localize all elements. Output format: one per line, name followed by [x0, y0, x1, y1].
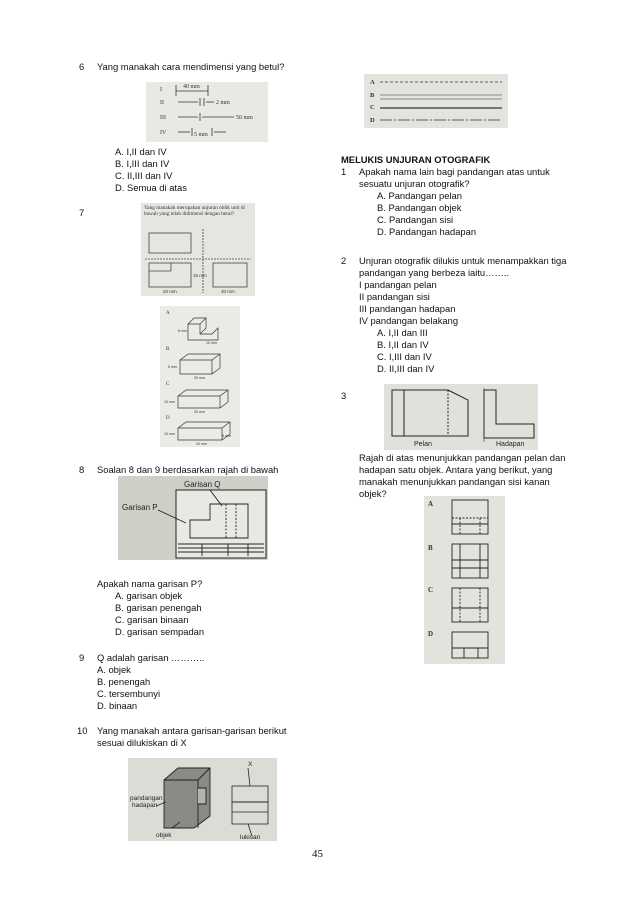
q7-figure-text: Yang manakah merupakan unjuran oblik unit di bawah yang telah didimensi dengan betul? [144, 205, 245, 217]
q6-fig-row-4: IV [160, 130, 167, 136]
q8-text: Soalan 8 dan 9 berdasarkan rajah di bawah [97, 464, 279, 475]
q9-number: 9 [79, 652, 85, 663]
lines-label-b: B [370, 92, 375, 99]
q7-option-b-label: B [166, 347, 170, 352]
q8-label-q: Garisan Q [184, 480, 221, 489]
q9-option-a: A. objek [97, 664, 131, 675]
r-q3-fig-hadapan: Hadapan [496, 441, 525, 448]
r-q3-option-c-label: C [428, 586, 434, 594]
r-q2-line-1: Unjuran otografik dilukis untuk menampakkan tiga [359, 255, 567, 266]
q6-text: Yang manakah cara mendimensi yang betul? [97, 61, 285, 72]
r-q2-option-a: A. I,II dan III [377, 327, 428, 338]
q8-question: Apakah nama garisan P? [97, 578, 203, 589]
r-q2-line-2: pandangan yang berbeza iaitu…….. [359, 267, 510, 278]
q7-d-dim-1: 15 mm [164, 432, 175, 436]
r-q1-line-2: sesuatu unjuran otografik? [359, 178, 470, 189]
r-q1-line-1: Apakah nama lain bagi pandangan atas untuk [359, 166, 550, 177]
r-q2-option-c: C. I,III dan IV [377, 351, 432, 362]
q9-text: Q adalah garisan ……….. [97, 652, 205, 663]
r-q3-fig-pelan: Pelan [414, 441, 432, 448]
q10-number: 10 [77, 725, 88, 736]
q6-fig-row-2: II [160, 100, 164, 106]
q10-fig-x: X [248, 761, 253, 768]
lines-figure [364, 74, 508, 128]
page-number: 45 [312, 848, 323, 860]
r-q2-number: 2 [341, 255, 347, 266]
q10-fig-lukisan: lukisan [240, 834, 261, 841]
r-q3-line-2: hadapan satu objek. Antara yang berikut, yang [359, 464, 553, 475]
q7-c-dim-1: 15 mm [164, 400, 175, 404]
q6-fig-row-3: III [160, 115, 166, 121]
q7-a-dim-2: 10 mm [206, 341, 217, 345]
q7-b-dim-2: 20 mm [194, 376, 205, 380]
q10-line-2: sesuai dilukiskan di X [97, 737, 187, 748]
q7-d-dim-2: 8 mm [222, 434, 231, 438]
q6-fig-dim-1: 40 mm [183, 84, 200, 90]
q7-number: 7 [79, 207, 85, 218]
r-q1-number: 1 [341, 166, 347, 177]
r-q3-option-d-label: D [428, 630, 434, 638]
q10-line-1: Yang manakah antara garisan-garisan berikut [97, 725, 287, 736]
q6-fig-dim-3: 50 mm [236, 115, 253, 121]
r-q2-item-2: II pandangan sisi [359, 291, 430, 302]
q6-fig-row-1: I [160, 87, 162, 93]
q6-fig-dim-2: 2 mm [216, 100, 230, 106]
r-q3-line-4: objek? [359, 488, 387, 499]
q7-fig-dim-1: 15 mm [193, 273, 207, 278]
q6-option-c: C. II,III dan IV [115, 170, 173, 181]
section-heading: MELUKIS UNJURAN OTOGRAFIK [341, 154, 491, 165]
q8-option-d: D. garisan sempadan [115, 626, 205, 637]
q8-label-p: Garisan P [122, 503, 158, 512]
q8-option-b: B. garisan penengah [115, 602, 202, 613]
lines-label-d: D [370, 117, 375, 124]
q8-number: 8 [79, 464, 85, 475]
r-q2-item-3: III pandangan hadapan [359, 303, 456, 314]
r-q3-figure [384, 384, 538, 450]
q9-option-b: B. penengah [97, 676, 151, 687]
r-q3-option-a-label: A [428, 500, 434, 508]
q8-option-a: A. garisan objek [115, 590, 183, 601]
q7-question-figure [141, 203, 255, 296]
r-q1-option-b: B. Pandangan objek [377, 202, 462, 213]
q6-dimension-figure [146, 82, 268, 142]
r-q1-option-c: C. Pandangan sisi [377, 214, 454, 225]
q8-figure [118, 476, 268, 560]
q7-b-dim-1: 5 mm [168, 365, 177, 369]
q7-option-a-label: A [166, 311, 170, 316]
q7-options-figure [160, 306, 240, 447]
q7-fig-dim-2: 20 mm [163, 289, 177, 294]
r-q3-line-1: Rajah di atas menunjukkan pandangan pelan dan [359, 452, 566, 463]
r-q3-line-3: manakah menunjukkan pandangan sisi kanan [359, 476, 550, 487]
q9-option-d: D. binaan [97, 700, 138, 711]
q6-option-d: D. Semua di atas [115, 182, 187, 193]
r-q2-option-b: B. I,II dan IV [377, 339, 429, 350]
r-q1-option-a: A. Pandangan pelan [377, 190, 462, 201]
q7-d-dim-3: 20 mm [196, 442, 207, 446]
q6-number: 6 [79, 61, 85, 72]
q7-c-dim-2: 20 mm [194, 410, 205, 414]
q7-option-d-label: D [166, 416, 170, 421]
q7-a-dim-1: 8 mm [178, 329, 187, 333]
r-q2-item-4: IV pandangan belakang [359, 315, 459, 326]
q8-option-c: C. garisan binaan [115, 614, 189, 625]
q6-option-a: A. I,II dan IV [115, 146, 167, 157]
q10-fig-objek: objek [156, 832, 172, 839]
q10-fig-hadapan: hadapan [132, 802, 158, 809]
q6-option-b: B. I,III dan IV [115, 158, 170, 169]
lines-label-a: A [370, 79, 375, 86]
q6-fig-dim-4: 5 mm [194, 132, 208, 138]
q10-fig-pandangan: pandangan [130, 795, 163, 802]
q7-fig-dim-3: 30 mm [221, 289, 235, 294]
r-q3-options-figure [424, 496, 505, 664]
r-q3-option-b-label: B [428, 544, 433, 552]
r-q2-option-d: D. II,III dan IV [377, 363, 435, 374]
q7-option-c-label: C [166, 382, 170, 387]
r-q2-item-1: I pandangan pelan [359, 279, 437, 290]
lines-label-c: C [370, 104, 375, 111]
q9-option-c: C. tersembunyi [97, 688, 161, 699]
r-q1-option-d: D. Pandangan hadapan [377, 226, 477, 237]
r-q3-number: 3 [341, 390, 347, 401]
q10-figure [128, 758, 277, 841]
